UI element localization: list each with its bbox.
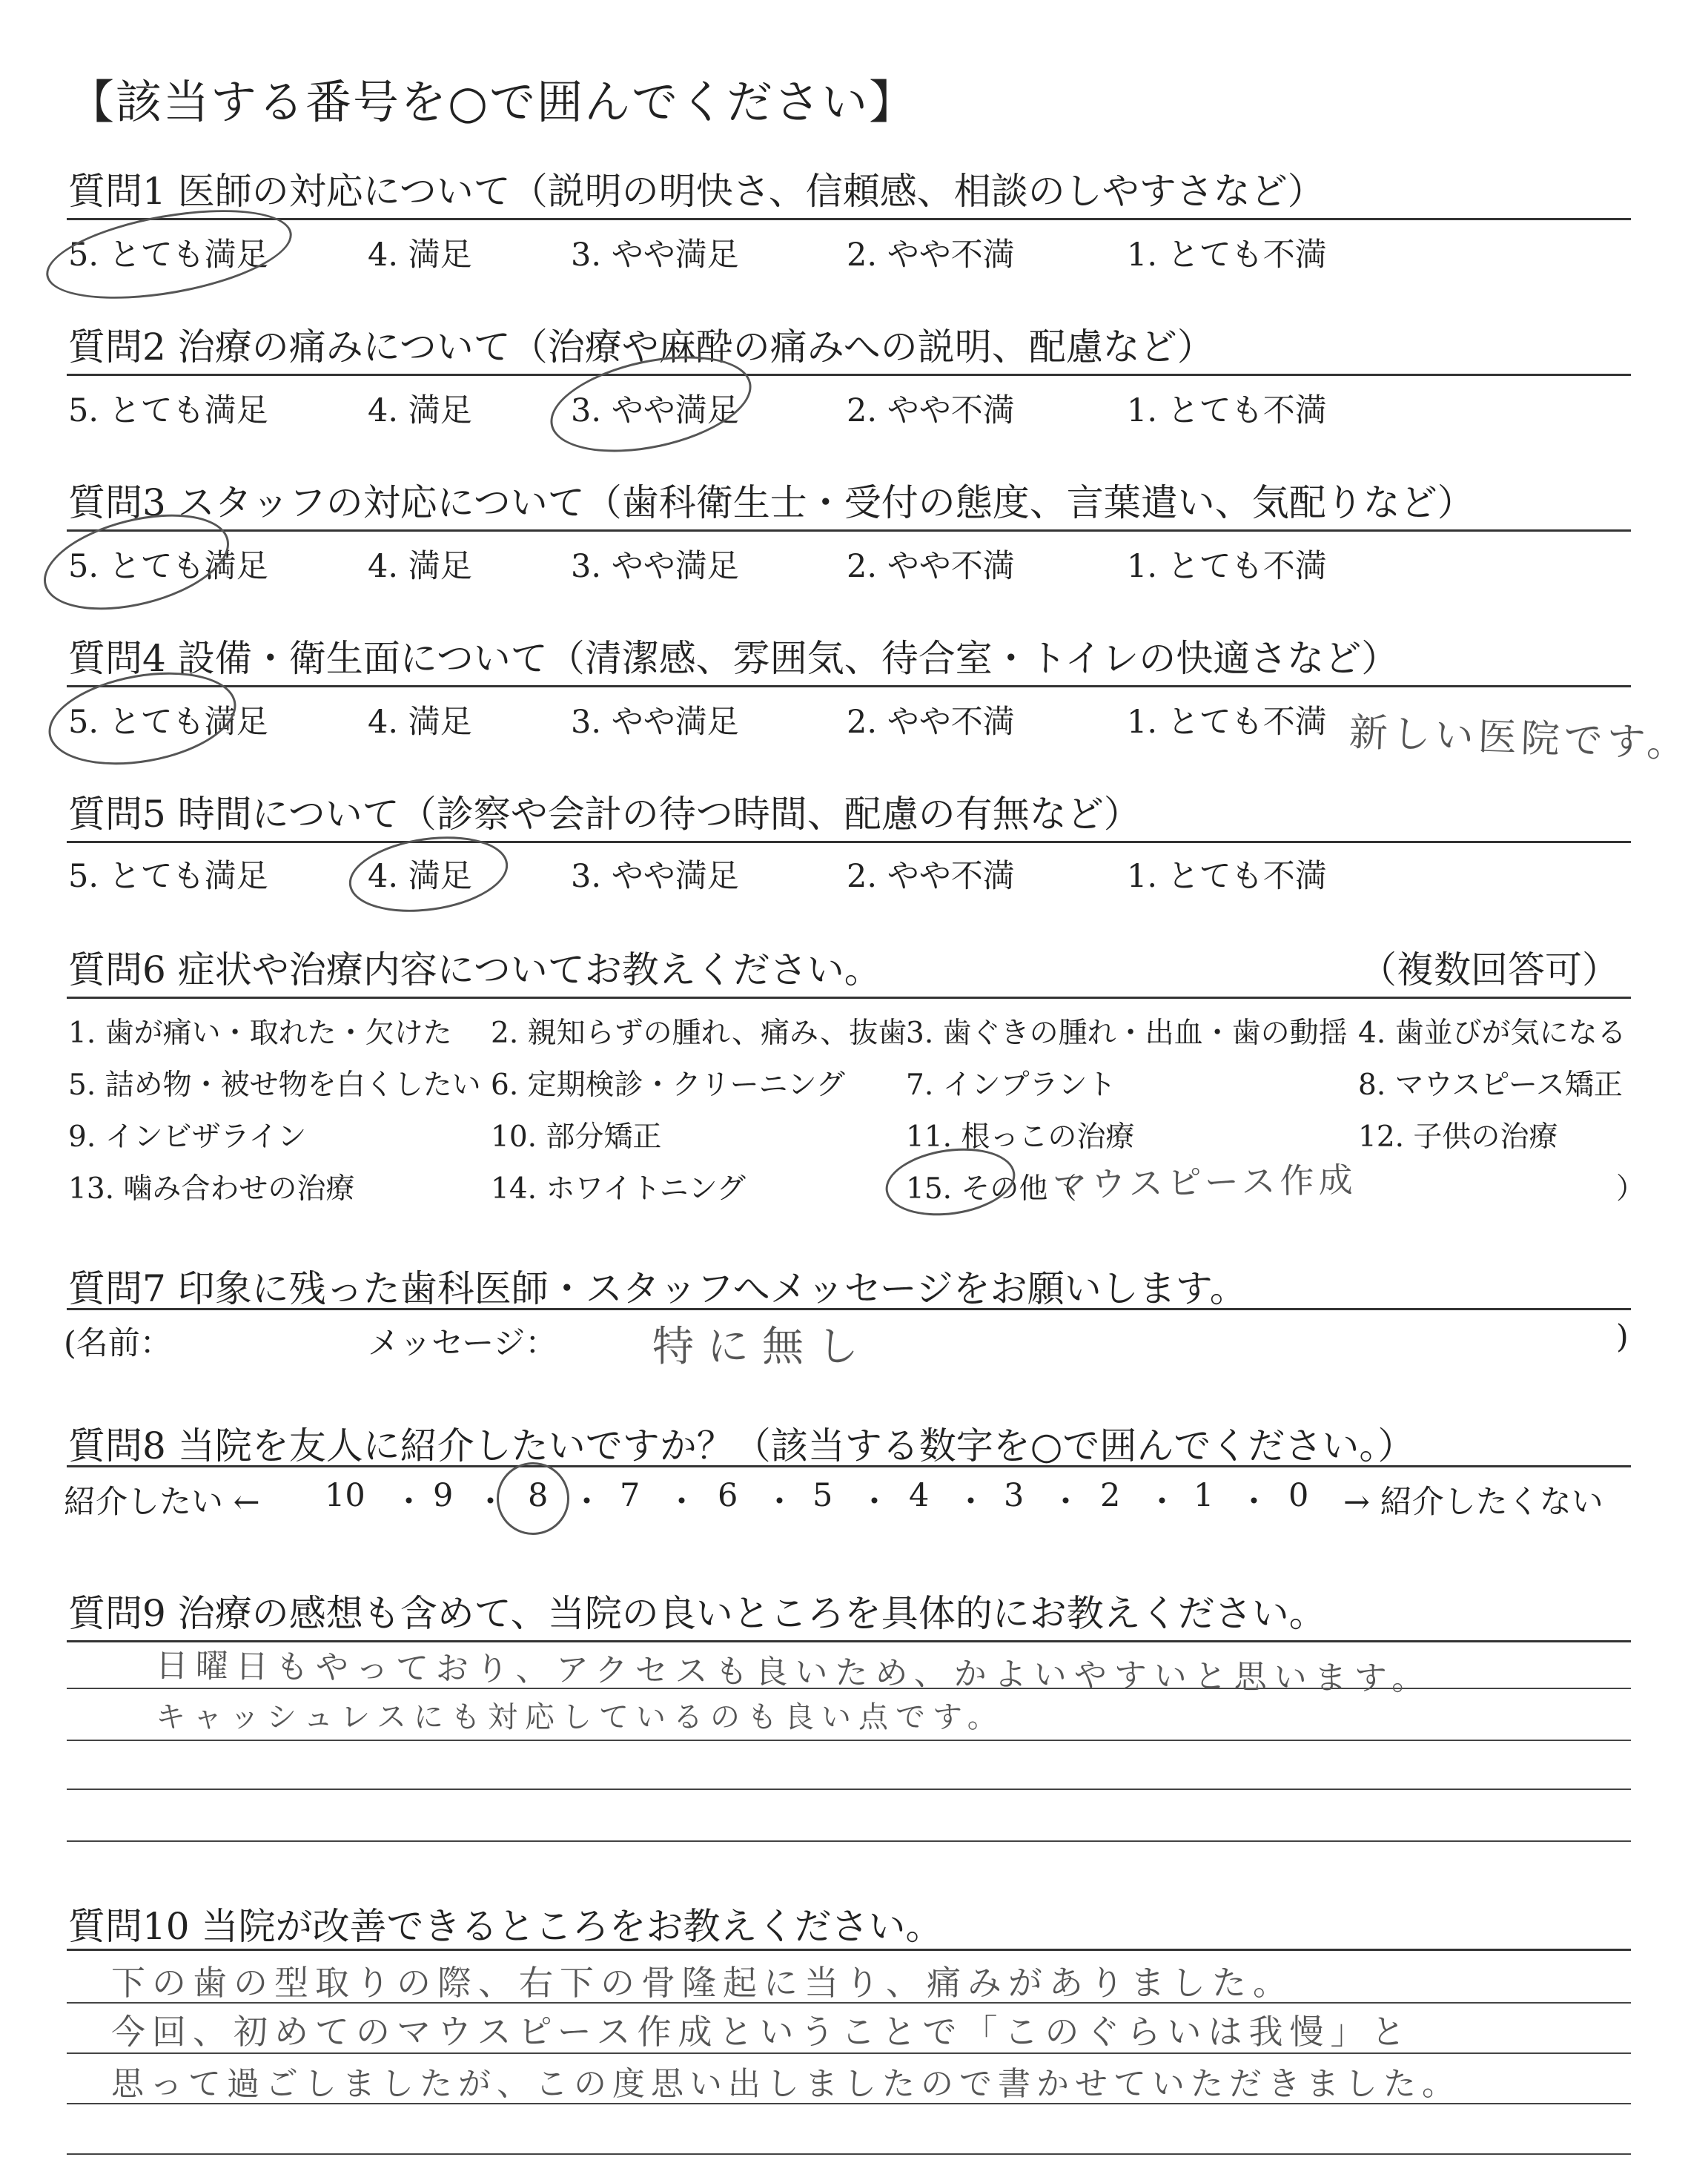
- q4-option-5[interactable]: 5. とても満足: [68, 704, 268, 741]
- q8-separator-dot: ・: [393, 1484, 425, 1521]
- q5-option-4[interactable]: 4. 満足: [368, 858, 472, 895]
- q10-heading: 質問10 当院が改善できるところをお教えください。: [68, 1905, 943, 1948]
- q6-heading: 質問6 症状や治療内容についてお教えください。: [68, 948, 881, 991]
- q8-scale-4[interactable]: 4: [909, 1477, 930, 1514]
- q8-separator-dot: ・: [666, 1484, 698, 1521]
- q6-item[interactable]: 12. 子供の治療: [1358, 1120, 1558, 1154]
- q1-option-5[interactable]: 5. とても満足: [68, 237, 268, 274]
- q2-option-5[interactable]: 5. とても満足: [68, 392, 268, 429]
- q8-scale-5[interactable]: 5: [812, 1477, 833, 1514]
- q7-message-handwritten: 特に無し: [652, 1323, 872, 1371]
- q6-item[interactable]: 13. 噛み合わせの治療: [68, 1172, 355, 1206]
- q3-heading: 質問3 スタッフの対応について（歯科衛生士・受付の態度、言葉遣い、気配りなど）: [68, 481, 1474, 524]
- q10-answer-line-2: 今回、初めてのマウスピース作成ということで「このぐらいは我慢」と: [111, 2012, 1412, 2052]
- q7-close-paren: ): [1616, 1318, 1629, 1355]
- q7-rule: [67, 1308, 1631, 1310]
- q6-item[interactable]: 14. ホワイトニング: [491, 1172, 746, 1206]
- q1-option-2[interactable]: 2. やや不満: [847, 237, 1015, 274]
- q8-separator-dot: ・: [1146, 1484, 1178, 1521]
- q3-rule: [67, 529, 1631, 532]
- q2-option-1[interactable]: 1. とても不満: [1127, 392, 1327, 429]
- form-title: 【該当する番号を○で囲んでください】: [68, 75, 917, 129]
- q6-item[interactable]: 2. 親知らずの腫れ、痛み、抜歯: [491, 1017, 907, 1050]
- q9-answer-line: [67, 1789, 1631, 1790]
- q6-close-paren: ）: [1616, 1172, 1646, 1206]
- q6-item[interactable]: 10. 部分矯正: [491, 1120, 662, 1154]
- q8-scale-2[interactable]: 2: [1100, 1477, 1121, 1514]
- q5-option-3[interactable]: 3. やや満足: [571, 858, 739, 895]
- q6-item[interactable]: 1. 歯が痛い・取れた・欠けた: [68, 1017, 452, 1050]
- q8-scale-1[interactable]: 1: [1194, 1477, 1214, 1514]
- q6-rule: [67, 997, 1631, 999]
- q8-scale-0[interactable]: 0: [1288, 1477, 1309, 1514]
- q1-option-4[interactable]: 4. 満足: [368, 237, 472, 274]
- q3-option-3[interactable]: 3. やや満足: [571, 548, 739, 585]
- q8-separator-dot: ・: [1050, 1484, 1082, 1521]
- q8-scale-10[interactable]: 10: [325, 1477, 365, 1514]
- q1-option-3[interactable]: 3. やや満足: [571, 237, 739, 274]
- q3-option-5[interactable]: 5. とても満足: [68, 548, 268, 585]
- q6-item[interactable]: 8. マウスピース矯正: [1358, 1069, 1623, 1102]
- q8-scale-7[interactable]: 7: [620, 1477, 640, 1514]
- q4-option-1[interactable]: 1. とても不満: [1127, 704, 1327, 741]
- q3-option-1[interactable]: 1. とても不満: [1127, 548, 1327, 585]
- q7-heading: 質問7 印象に残った歯科医師・スタッフへメッセージをお願いします。: [68, 1267, 1247, 1310]
- q4-option-4[interactable]: 4. 満足: [368, 704, 472, 741]
- q1-heading: 質問1 医師の対応について（説明の明快さ、信頼感、相談のしやすさなど）: [68, 170, 1325, 213]
- q6-item[interactable]: 3. 歯ぐきの腫れ・出血・歯の動揺: [906, 1017, 1348, 1050]
- q8-separator-dot: ・: [764, 1484, 795, 1521]
- q8-separator-dot: ・: [474, 1484, 506, 1521]
- q2-heading: 質問2 治療の痛みについて（治療や麻酔の痛みへの説明、配慮など）: [68, 326, 1214, 369]
- q4-rule: [67, 685, 1631, 687]
- q8-separator-dot: ・: [955, 1484, 987, 1521]
- q5-heading: 質問5 時間について（診察や会計の待つ時間、配慮の有無など）: [68, 793, 1141, 836]
- q8-separator-dot: ・: [858, 1484, 890, 1521]
- q4-heading: 質問4 設備・衛生面について（清潔感、雰囲気、待合室・トイレの快適さなど）: [68, 637, 1399, 680]
- q9-answer-line: [67, 1740, 1631, 1741]
- q7-message-label: メッセージ：: [368, 1325, 557, 1362]
- q10-rule: [67, 1949, 1631, 1951]
- q6-item[interactable]: 7. インプラント: [906, 1069, 1116, 1102]
- q10-answer-line: [67, 2153, 1631, 2155]
- q2-rule: [67, 374, 1631, 376]
- q9-answer-line-2: キャッシュレスにも対応しているのも良い点です。: [156, 1700, 1004, 1734]
- q6-item[interactable]: 4. 歯並びが気になる: [1358, 1017, 1626, 1050]
- q8-scale-8[interactable]: 8: [528, 1477, 549, 1514]
- q6-multiple-answers-note: （複数回答可）: [1360, 948, 1619, 991]
- q6-item[interactable]: 11. 根っこの治療: [906, 1120, 1135, 1154]
- q8-heading: 質問8 当院を友人に紹介したいですか？（該当する数字を○で囲んでください。）: [68, 1424, 1415, 1467]
- q6-item[interactable]: 5. 詰め物・被せ物を白くしたい: [68, 1069, 481, 1102]
- q5-option-5[interactable]: 5. とても満足: [68, 858, 268, 895]
- q4-option-2[interactable]: 2. やや不満: [847, 704, 1015, 741]
- q2-option-4[interactable]: 4. 満足: [368, 392, 472, 429]
- q8-scale-6[interactable]: 6: [718, 1477, 738, 1514]
- q8-separator-dot: ・: [571, 1484, 603, 1521]
- q8-left-label: 紹介したい ←: [64, 1484, 260, 1521]
- q9-answer-line-1: 日曜日もやっており、アクセスも良いため、かよいやすいと思います。: [155, 1647, 1432, 1699]
- q2-option-2[interactable]: 2. やや不満: [847, 392, 1015, 429]
- q1-option-1[interactable]: 1. とても不満: [1127, 237, 1327, 274]
- q3-option-4[interactable]: 4. 満足: [368, 548, 472, 585]
- q6-item-other[interactable]: 15. その他（: [906, 1172, 1077, 1206]
- q5-option-1[interactable]: 1. とても不満: [1127, 858, 1327, 895]
- q9-heading: 質問9 治療の感想も含めて、当院の良いところを具体的にお教えください。: [68, 1592, 1326, 1635]
- q8-rule: [67, 1465, 1631, 1467]
- q9-answer-line: [67, 1840, 1631, 1842]
- q4-handwritten-note: 新しい医院です。: [1348, 710, 1691, 767]
- q8-scale-3[interactable]: 3: [1004, 1477, 1025, 1514]
- q10-answer-line-3: 思って過ごしましたが、この度思い出しましたので書かせていただきました。: [111, 2065, 1460, 2103]
- q8-scale-9[interactable]: 9: [433, 1477, 454, 1514]
- q8-separator-dot: ・: [1238, 1484, 1270, 1521]
- q10-answer-line-1: 下の歯の型取りの際、右下の骨隆起に当り、痛みがありました。: [111, 1963, 1294, 2003]
- q8-right-label: → 紹介したくない: [1343, 1484, 1603, 1521]
- q8-selection-circle: [492, 1458, 575, 1540]
- q4-option-3[interactable]: 3. やや満足: [571, 704, 739, 741]
- q5-rule: [67, 841, 1631, 843]
- q5-option-2[interactable]: 2. やや不満: [847, 858, 1015, 895]
- q3-option-2[interactable]: 2. やや不満: [847, 548, 1015, 585]
- q7-name-label: (名前：: [64, 1325, 172, 1362]
- q2-option-3[interactable]: 3. やや満足: [571, 392, 739, 429]
- q6-item[interactable]: 9. インビザライン: [68, 1120, 307, 1154]
- q1-rule: [67, 218, 1631, 220]
- q6-other-handwritten: マウスピース作成: [1052, 1159, 1357, 1205]
- q6-item[interactable]: 6. 定期検診・クリーニング: [491, 1069, 845, 1102]
